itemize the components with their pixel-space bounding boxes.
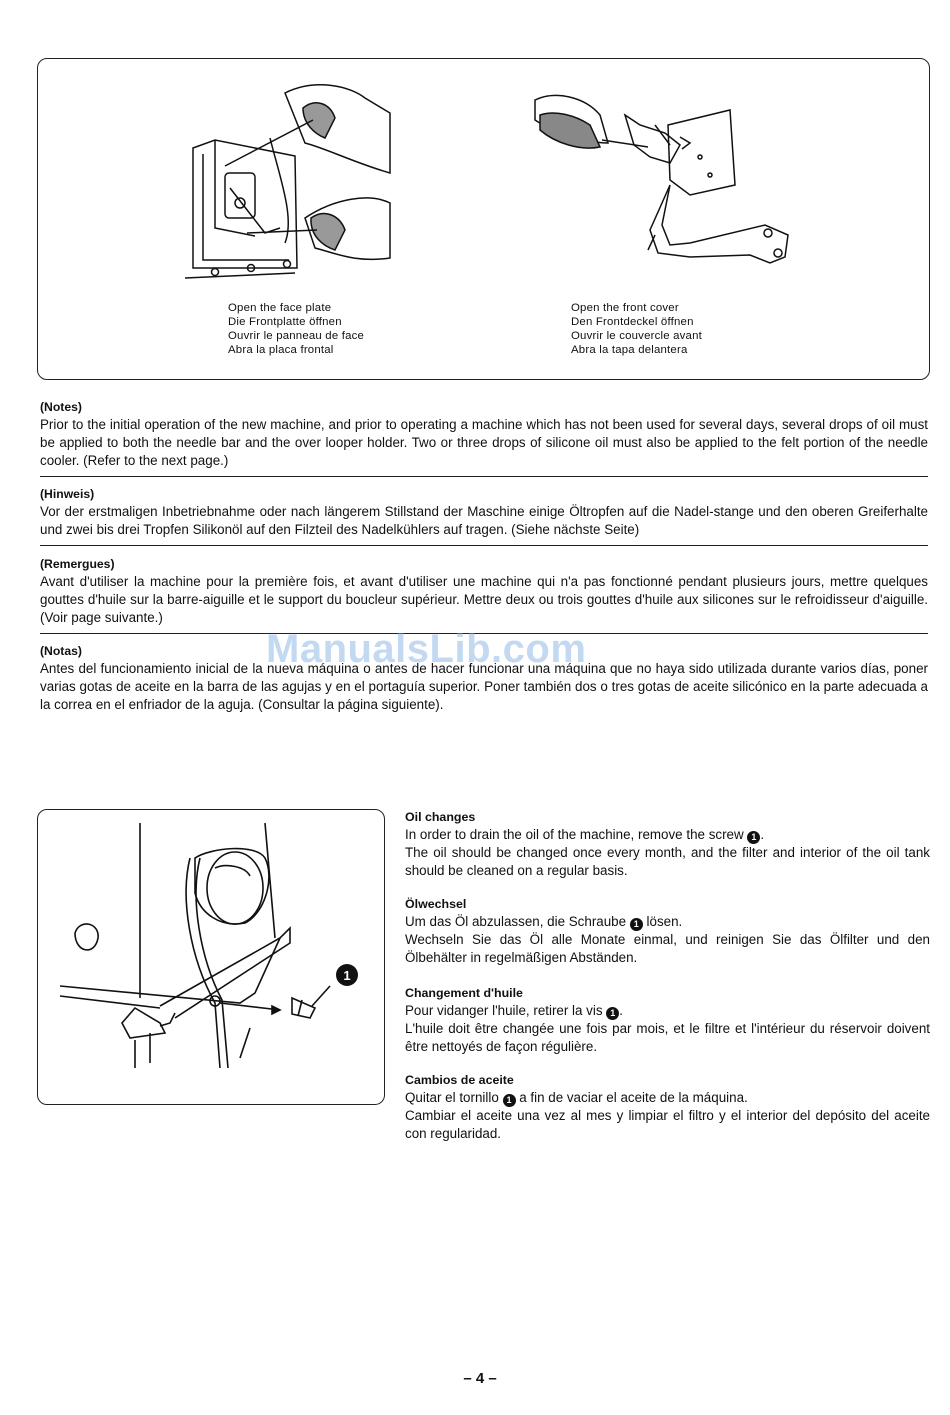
oil-section-english xyxy=(405,809,930,879)
section-body xyxy=(405,1089,930,1142)
body-text: The oil should be changed once every month, and the filter and interior of the oil tank should be cleaned on a regular basis. xyxy=(405,845,930,878)
note-body: Prior to the initial operation of the new machine, and prior to operating a machine which has not been used for several days, several drops of oil must be applied to both the needle bar and the over looper holder. Two or three drops of silicone oil must also be applied to the felt portion of the needle cooler. (Refer to the next page.) xyxy=(40,417,928,468)
caption-line: Abra la tapa delantera xyxy=(571,344,688,356)
note-body: Avant d'utiliser la machine pour la première fois, et avant d'utiliser une machine qui n'a pas fonctionné pendant plusieurs jours, mettre quelques gouttes d'huile sur la barre-aiguille et le support du boucleur supérieur. Mettre deux ou trois gouttes d'huile aux silicones sur le refroidisseur d'aiguille. (Voir page suivante.) xyxy=(40,574,928,625)
body-text: L'huile doit être changée une fois par mois, et le filtre et l'intérieur du réservoir doivent être nettoyés de façon régulière. xyxy=(405,1021,930,1054)
note-body: Vor der erstmaligen Inbetriebnahme oder nach längerem Stillstand der Maschine einige Öltropfen auf die Nadel-stange und den oberen Greiferhalte und zwei bis drei Tropfen Silikonöl auf den Filzteil des Nadelkühlers auf tragen. (Siehe nächste Seite) xyxy=(40,504,928,537)
body-text: Quitar el tornillo xyxy=(405,1090,503,1105)
face-plate-illustration xyxy=(185,68,400,288)
body-text: Um das Öl abzulassen, die Schraube xyxy=(405,914,630,929)
watermark: ManualsLib.com xyxy=(266,627,587,671)
body-text: . xyxy=(760,827,765,842)
oil-section-spanish xyxy=(405,1072,930,1142)
body-text: Wechseln Sie das Öl alle Monate einmal, und reinigen Sie das Ölfilter und den Ölbehälter in regelmäßigen Abständen. xyxy=(405,932,930,965)
top-illustration-panel xyxy=(37,58,930,380)
body-text: lösen. xyxy=(642,914,683,929)
caption-line: Die Frontplatte öffnen xyxy=(228,316,342,328)
section-body xyxy=(405,826,930,879)
note-title: (Notas) xyxy=(40,644,82,658)
body-text: In order to drain the oil of the machine, remove the screw xyxy=(405,827,748,842)
screw-badge-icon: 1 xyxy=(747,831,760,844)
page-number: – 4 – xyxy=(463,1370,497,1387)
oil-section-german xyxy=(405,896,930,966)
body-text: Cambiar el aceite una vez al mes y limpiar el filtro y el interior del depósito del aceite con regularidad. xyxy=(405,1108,930,1141)
caption-line: Den Frontdeckel öffnen xyxy=(571,316,694,328)
front-cover-caption xyxy=(571,301,702,357)
divider xyxy=(40,476,928,477)
caption-line: Open the front cover xyxy=(571,302,679,314)
body-text: a fin de vaciar el aceite de la máquina. xyxy=(515,1090,748,1105)
note-body: Antes del funcionamiento inicial de la nueva máquina o antes de hacer funcionar una máquina que no haya sido utilizada durante varios días, poner varias gotas de aceite en la barra de las agujas y en el portaguía superior. Poner también dos o tres gotas de aceite silicónico en la parte adecuada a la correa en el enfriador de la aguja. (Consultar la página siguiente). xyxy=(40,661,928,712)
divider xyxy=(40,545,928,546)
note-english xyxy=(40,398,928,470)
section-title: Cambios de aceite xyxy=(405,1073,514,1087)
screw-badge-icon: 1 xyxy=(606,1007,619,1020)
section-body xyxy=(405,1002,930,1055)
callout-number: 1 xyxy=(343,968,351,983)
section-title: Oil changes xyxy=(405,810,476,824)
oil-section-french xyxy=(405,985,930,1055)
section-body xyxy=(405,913,930,966)
caption-line: Open the face plate xyxy=(228,302,332,314)
face-plate-caption xyxy=(228,301,364,357)
section-title: Changement d'huile xyxy=(405,986,523,1000)
oil-drain-illustration xyxy=(40,818,375,1088)
section-title: Ölwechsel xyxy=(405,897,467,911)
caption-line: Ouvrir le panneau de face xyxy=(228,330,365,342)
note-title: (Remergues) xyxy=(40,557,115,571)
body-text: Pour vidanger l'huile, retirer la vis xyxy=(405,1003,607,1018)
screw-badge-icon: 1 xyxy=(503,1094,516,1107)
note-french xyxy=(40,555,928,627)
body-text: . xyxy=(619,1003,624,1018)
front-cover-illustration xyxy=(530,85,790,275)
note-german xyxy=(40,485,928,539)
caption-line: Abra la placa frontal xyxy=(228,344,334,356)
note-title: (Notes) xyxy=(40,400,82,414)
note-title: (Hinweis) xyxy=(40,487,95,501)
caption-line: Ouvrir le couvercle avant xyxy=(571,330,702,342)
screw-badge-icon: 1 xyxy=(630,918,643,931)
